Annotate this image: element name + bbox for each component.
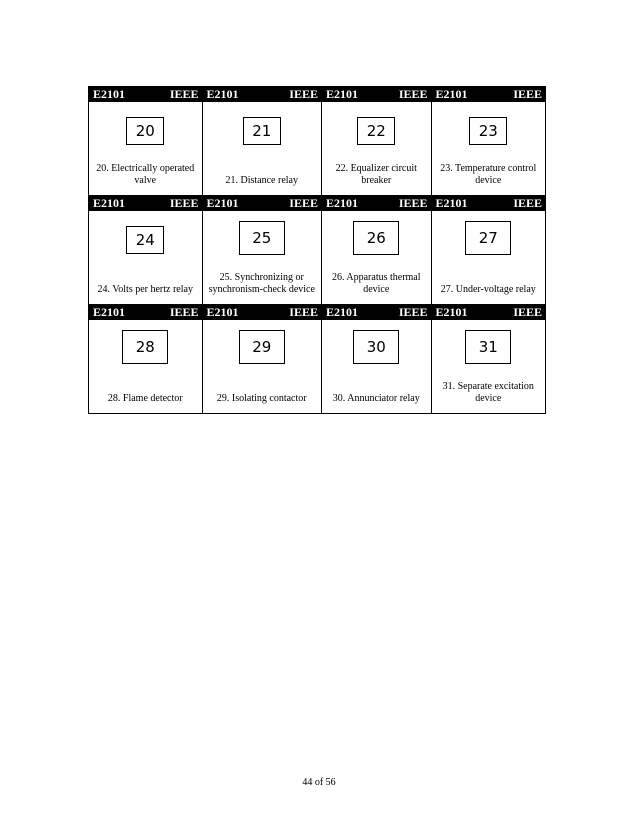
- standard-code: E2101: [206, 305, 239, 319]
- device-symbol: 20: [126, 117, 164, 145]
- cell-header: [322, 87, 431, 102]
- device-cell: [89, 87, 203, 195]
- standard-code: E2101: [93, 305, 126, 319]
- cell-header: [432, 87, 546, 102]
- device-cell: [432, 305, 546, 413]
- device-cell: [322, 87, 432, 195]
- cell-header: [203, 305, 321, 320]
- standard-body: IEEE: [513, 196, 542, 210]
- device-symbol: 28: [122, 330, 168, 364]
- standard-code: E2101: [93, 196, 126, 210]
- device-symbol: 27: [465, 221, 511, 255]
- device-cell: [322, 196, 432, 304]
- cell-header: [203, 87, 321, 102]
- device-symbol: 30: [353, 330, 399, 364]
- cell-header: [89, 196, 202, 211]
- device-cell: [89, 305, 203, 413]
- standard-body: IEEE: [169, 196, 199, 210]
- device-caption: 21. Distance relay: [225, 175, 298, 186]
- device-caption: 26. Apparatus thermal device: [331, 272, 421, 295]
- device-symbol: 24: [126, 226, 164, 254]
- standard-code: E2101: [206, 196, 239, 210]
- device-cell: [432, 87, 546, 195]
- standard-body: IEEE: [289, 305, 318, 319]
- standard-code: E2101: [325, 87, 358, 101]
- device-symbol: 29: [239, 330, 285, 364]
- cell-header: [322, 305, 431, 320]
- device-caption: 25. Synchronizing or synchronism-check device: [208, 272, 315, 295]
- standard-code: E2101: [93, 87, 126, 101]
- page-number: 44 of 56: [302, 777, 336, 788]
- device-caption: 29. Isolating contactor: [216, 393, 307, 404]
- standard-body: IEEE: [513, 305, 542, 319]
- standard-code: E2101: [435, 305, 468, 319]
- device-caption: 30. Annunciator relay: [332, 393, 420, 404]
- device-caption: 27. Under-voltage relay: [440, 284, 536, 295]
- device-caption: 22. Equalizer circuit breaker: [335, 163, 417, 186]
- cell-header: [203, 196, 321, 211]
- device-cell: [432, 196, 546, 304]
- device-symbol-table: [88, 86, 546, 414]
- device-cell: [203, 305, 322, 413]
- table-row: [88, 195, 546, 304]
- cell-header: [89, 87, 202, 102]
- standard-body: IEEE: [513, 87, 542, 101]
- device-cell: [203, 87, 322, 195]
- device-caption: 23. Temperature control device: [440, 163, 537, 186]
- standard-code: E2101: [206, 87, 239, 101]
- device-cell: [203, 196, 322, 304]
- device-caption: 28. Flame detector: [107, 393, 183, 404]
- standard-body: IEEE: [398, 196, 428, 210]
- device-symbol: 25: [239, 221, 285, 255]
- device-cell: [322, 305, 432, 413]
- table-row: [88, 304, 546, 414]
- device-symbol: 31: [465, 330, 511, 364]
- standard-code: E2101: [325, 305, 358, 319]
- cell-header: [432, 196, 546, 211]
- cell-header: [432, 305, 546, 320]
- standard-code: E2101: [435, 87, 468, 101]
- cell-header: [89, 305, 202, 320]
- device-caption: 24. Volts per hertz relay: [97, 284, 193, 295]
- standard-body: IEEE: [289, 196, 318, 210]
- standard-body: IEEE: [169, 305, 199, 319]
- standard-body: IEEE: [398, 305, 428, 319]
- device-symbol: 26: [353, 221, 399, 255]
- device-caption: 31. Separate excitation device: [442, 381, 534, 404]
- table-row: [88, 86, 546, 195]
- device-cell: [89, 196, 203, 304]
- device-caption: 20. Electrically operated valve: [96, 163, 195, 186]
- standard-body: IEEE: [398, 87, 428, 101]
- device-symbol: 22: [357, 117, 395, 145]
- standard-code: E2101: [325, 196, 358, 210]
- standard-body: IEEE: [169, 87, 199, 101]
- device-symbol: 21: [243, 117, 281, 145]
- cell-header: [322, 196, 431, 211]
- standard-body: IEEE: [289, 87, 318, 101]
- device-symbol: 23: [469, 117, 507, 145]
- standard-code: E2101: [435, 196, 468, 210]
